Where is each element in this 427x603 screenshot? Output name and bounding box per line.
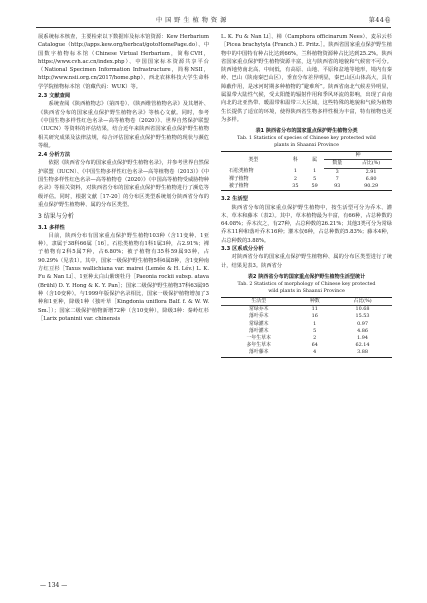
t1-cell-pct: 2.91 — [365, 168, 377, 175]
t2-cell-pct: 1.94 — [357, 334, 368, 341]
t1-cell-type: 被子植物 — [229, 183, 249, 190]
t2-cell-form: 落叶藤本 — [248, 349, 269, 356]
t1-cell-count: 3 — [335, 168, 339, 175]
t1-header-pct: 占比(%) — [350, 160, 392, 168]
table2-caption-cn: 表2 陕西省分布的国家重点保护野生植物生活型统计 — [247, 273, 366, 280]
flora-paragraph: 对陕西省分布的国家重点保护野生植物种、属的分布区类型进行了统计，结果见表3。陕西省分 — [221, 254, 392, 269]
t2-header-form: 生活型 — [221, 297, 296, 305]
heading-3-2: 3.2 生活型 — [221, 196, 248, 203]
running-header — [36, 12, 391, 26]
t2-cell-count: 4 — [313, 349, 317, 356]
t2-cell-count: 1 — [313, 320, 317, 327]
t2-cell-pct: 4.86 — [357, 327, 368, 334]
heading-3-3: 3.3 区系成分分析 — [221, 246, 264, 253]
table1-caption — [221, 128, 392, 149]
table-row — [221, 342, 392, 349]
t1-header-family: 科 — [292, 156, 298, 163]
t2-cell-count: 2 — [313, 334, 317, 341]
herbarium-paragraph: 展系统标本核查，主要检索以下数据库及标本馆资源：Kew Herbarium Catalogue（http://apps.kew.org/herbcat/gotoHomePage.do）、中国数字植物标本馆（Chinese Virtual Herbarium，简称CVH，https://www.cvh.ac.cn/index.php）、中国国家标本资源共享平台（National Specimen Information Infrastructure，简称NSII，http://www.nsii.org.cn/2017/home.php）、西北农林科技大学生命科学学院植物标本馆（馆藏代码：WUK）等。 — [38, 34, 209, 90]
volume-label: 第44卷 — [368, 17, 391, 24]
t2-cell-count: 64 — [311, 342, 318, 349]
table-row — [221, 183, 392, 191]
t2-cell-form: 落叶乔木 — [248, 313, 269, 320]
table-row — [221, 321, 392, 328]
table1-caption-en-line1: Tab. 1 Statistics of species of Chinese key protected wild — [237, 136, 376, 142]
table-row — [221, 306, 392, 314]
t1-header-species: 种 — [355, 152, 361, 159]
t1-cell-pct: 6.80 — [365, 175, 377, 182]
heading-2-3: 2.3 文献查阅 — [38, 93, 71, 100]
table-row — [221, 328, 392, 335]
t1-cell-type: 石松类植物 — [229, 168, 254, 175]
journal-title: 中 国 野 生 植 物 资 源 — [156, 17, 227, 24]
table2-caption — [221, 274, 392, 295]
t2-cell-pct: 10.68 — [355, 306, 370, 313]
t2-cell-count: 11 — [311, 306, 318, 313]
heading-2-4: 2.4 分析方法 — [38, 152, 71, 159]
table2 — [221, 297, 392, 358]
table1 — [221, 151, 392, 191]
t1-header-type: 类型 — [248, 156, 259, 163]
t2-cell-form: 多年生草本 — [246, 342, 271, 349]
t2-cell-pct: 62.14 — [355, 342, 370, 349]
table-row — [221, 349, 392, 357]
methods-paragraph: 依据《陕西省分布的国家重点保护野生植物名录》，并参考世界自然保护联盟（IUCN）、《中国生物多样性红色名录—高等植物卷（2013）》《中国生物多样性红色名录—高等植物卷（2020）》《中国高等植物受威胁物种名录》等相关资料，对陕西省分布的国家重点保护野生植物进行了濒危等级评估。同时，根据文献［17-20］的分布区类型系统划分陕西省分布的重点保护野生植物种、属的分布区类型。 — [38, 160, 209, 208]
t1-cell-genus: 1 — [313, 168, 317, 175]
right-column — [221, 33, 392, 358]
t2-header-pct: 占比(%) — [333, 297, 392, 305]
t1-cell-family: 2 — [293, 175, 297, 182]
heading-3-1: 3.1 多样性 — [38, 224, 65, 231]
table1-caption-cn: 表1 陕西省分布的国家重点保护野生植物分类 — [255, 128, 358, 135]
table1-caption-en-line2: plants in Shaanxi Province — [274, 143, 339, 149]
page-number: — 134 — — [40, 582, 68, 589]
t2-cell-pct: 3.88 — [357, 349, 368, 356]
t2-cell-pct: 15.53 — [355, 313, 370, 320]
t2-cell-form: 常绿乔木 — [248, 306, 269, 313]
t1-cell-type: 裸子植物 — [229, 175, 249, 182]
t1-cell-genus: 5 — [313, 175, 317, 182]
t1-cell-pct: 90.29 — [364, 183, 379, 190]
t2-cell-pct: 0.97 — [357, 320, 368, 327]
t1-cell-count: 7 — [335, 175, 339, 182]
table-row — [221, 176, 392, 183]
t1-cell-family: 35 — [292, 183, 299, 190]
distribution-paragraph: L. K. Fu & Nan Li］、樟（Camphora officinarum Nees）、麦吊云杉［Picea brachytyla (Franch.) E. Pritz.］。陕西省国家重点保护野生植物中的中国特有种占比达到66%，兰科植物资源种占比达到25.2%。陕西省国家重点保护野生植物资源丰富，这与陕西省的地貌和气候密不可分。陕西地势南北高、中间低，有高原、山地、平原和盆地等地形，境内有秦岭、巴山（陕南秦巴山区），垂直分布差异明显，秦巴山区山体高大，具有障蔽作用，是冰河时期多种植物的“避难所”。陕西省南北气候差异明显，属温带大陆性气候，受太阳能的辐射作用和季风环流的影响，出现了由南向北的北亚热带、暖温带和温带三大区域，这些特殊的地貌和气候为植物生长提供了适宜的环境，使得陕西省生物多样性极为丰富，特有植物也更为多样。 — [221, 34, 392, 123]
t2-cell-count: 16 — [311, 313, 318, 320]
table2-caption-en-line1: Tab. 2 Statistics of morphology of Chinese key protected — [237, 281, 376, 287]
t1-header-genus: 属 — [312, 156, 318, 163]
diversity-paragraph: 目前，陕西分布有国家重点保护野生植物103种（含11变种、1亚种），隶属于38科66属［16］。石松类植物有1科1属3种，占2.91%；裸子植物有2科5属7种，占6.80%；被子植物有35科59属93种，占90.29%（见表1）。其中，国家一级保护野生植物5科6属8种，含1变种南方红豆杉［Taxus wallichiana var. mairei (Lemée & H. Lév.) L. K. Fu & Nan Li］、1亚种太白山紫斑牡丹［Paeonia rockii subsp. atava (Brühl) D. Y. Hong & K. Y. Pan］；国家二级保护野生植物37科63属95种（含10变种）。与1999年版保护名录相比，国家一级保护植物增加了3种和1亚种，降级1种（独叶草［Kingdonia uniflora Balf. f. & W. W. Sm.］）；国家二级保护植物新增72种（含10变种），降级3种：秦岭红杉［Larix potaninii var. chinensis — [38, 232, 209, 322]
table-row — [221, 313, 392, 320]
t1-cell-count: 93 — [334, 183, 341, 190]
left-column — [38, 33, 209, 323]
lifeform-paragraph: 陕西省分布的国家重点保护野生植物中，按生活型可分为乔木、灌木、草本和藤本（表2）。其中，草本植物最为丰富，有66种，占总种数的64.08%；乔木次之，有27种，占总种数的26.21%；其他3类可分为常绿乔木11种和落叶乔木16种；灌木仅6种，占总种数的5.83%；藤本4种，占总种数的3.88%。 — [221, 204, 392, 244]
literature-paragraph: 系统查阅《陕西植物志》（第四卷）、《陕西维管植物名录》及其增补、《陕西省分布的国家重点保护野生植物名录》等核心文献。同时，参考《中国生物多样性红色名录—高等植物卷（2020）》、世界自然保护联盟（IUCN）等资料的评估结果，结合近年来陕西省国家重点保护野生植物相关研究成果及法律法规，综合评估国家重点保护野生植物的现状与濒危等级。 — [38, 101, 209, 149]
t1-cell-family: 1 — [293, 168, 297, 175]
heading-3: 3 结果与分析 — [38, 213, 74, 221]
table-row — [221, 168, 392, 176]
t2-cell-form: 常绿灌木 — [248, 320, 269, 327]
t2-cell-form: 一年生草本 — [246, 334, 271, 341]
t1-cell-genus: 59 — [311, 183, 318, 190]
t1-header-count: 数量 — [324, 160, 350, 168]
header-rule — [36, 27, 391, 28]
t2-cell-form: 落叶灌木 — [248, 327, 269, 334]
t2-cell-count: 5 — [313, 327, 317, 334]
table2-caption-en-line2: wild plants in Shaanxi Province — [268, 288, 345, 294]
t2-header-species: 种数 — [296, 297, 333, 305]
